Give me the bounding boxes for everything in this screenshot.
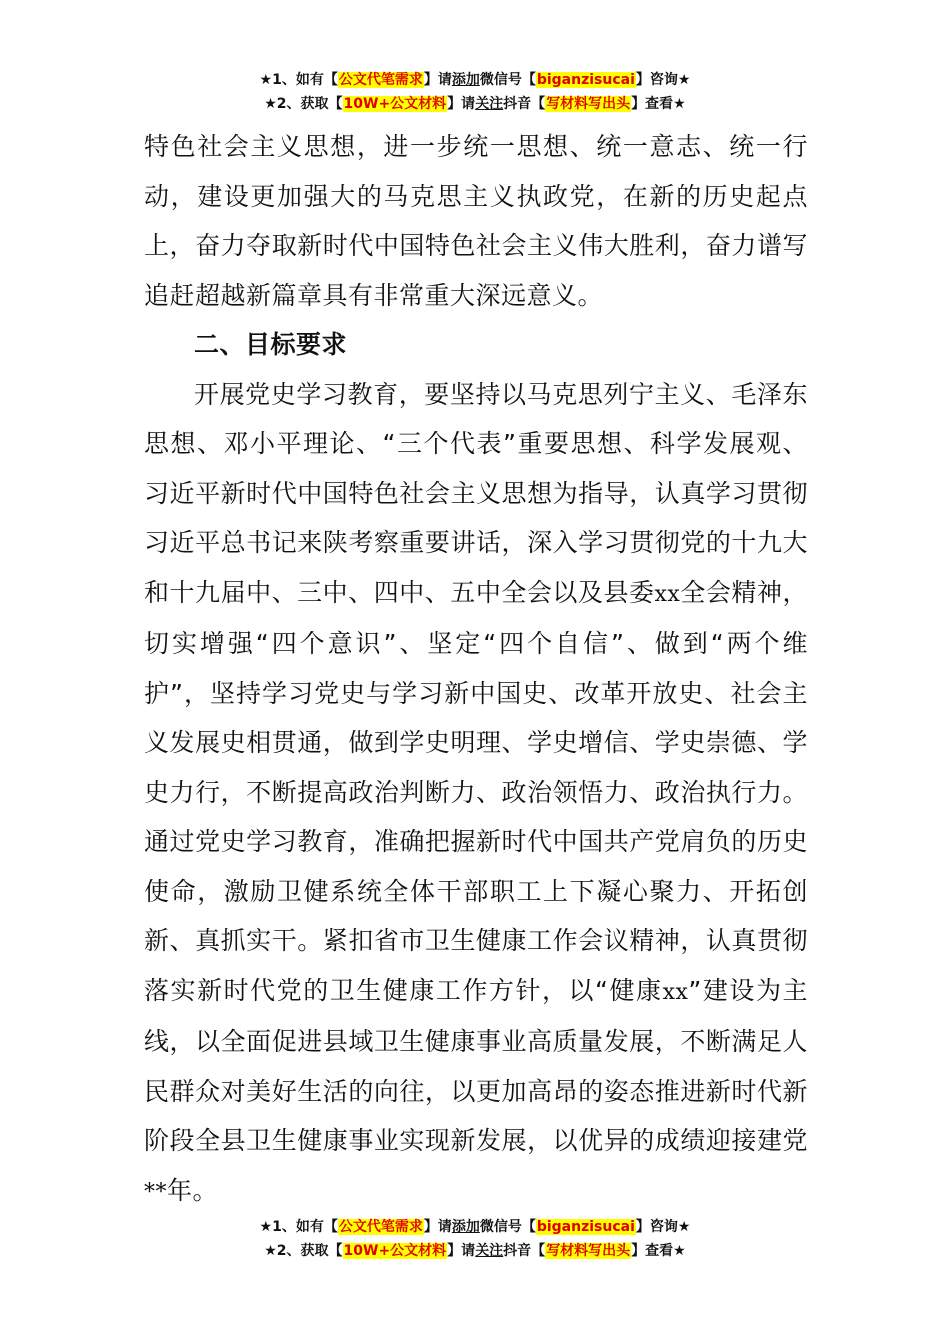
banner-text: 】请 — [423, 1219, 452, 1235]
section-heading: 二、目标要求 — [194, 330, 348, 359]
banner-underlined: 添加 — [451, 72, 480, 88]
placeholder-text: ** — [144, 1179, 167, 1205]
banner-highlight: 写材料写出头 — [546, 96, 631, 112]
banner-text: 微信号【 — [479, 72, 536, 88]
paragraph-text: 开展党史学习教育，要坚持以马克思列宁主义、毛泽东思想、邓小平理论、“三个代表”重要思想、科学发展观、习近平新时代中国特色社会主义思想为指导，认真学习贯彻习近平总书记来陕考察重要讲话，深入学习贯彻党的十九大和十九届中、三中、四中、五中全会以及县委 — [144, 379, 808, 607]
banner-highlight: 公文代笔需求 — [338, 72, 423, 88]
banner-line-1 — [0, 68, 950, 92]
banner-highlight: 公文代笔需求 — [338, 1219, 423, 1235]
banner-text: 】请 — [447, 1243, 476, 1259]
banner-underlined: 关注 — [475, 96, 504, 112]
banner-highlight: 10W+公文材料 — [343, 96, 447, 112]
banner-text: 】查看★ — [631, 1243, 686, 1259]
banner-text: ★1、如有【 — [259, 1219, 338, 1235]
banner-highlight: biganzisucai — [536, 1219, 635, 1235]
banner-text: 】咨询★ — [635, 1219, 691, 1235]
banner-line-2 — [0, 1239, 950, 1263]
banner-line-2 — [0, 92, 950, 116]
header-banner — [0, 68, 950, 116]
banner-text: 微信号【 — [479, 1219, 536, 1235]
placeholder-text: xx — [662, 979, 689, 1005]
banner-highlight: biganzisucai — [536, 72, 635, 88]
banner-text: 】咨询★ — [635, 72, 691, 88]
banner-text: ★2、获取【 — [264, 96, 343, 112]
banner-text: 】请 — [423, 72, 452, 88]
banner-underlined: 关注 — [475, 1243, 504, 1259]
banner-text: 】请 — [447, 96, 476, 112]
paragraph-text: 全会精神，切实增强“四个意识”、坚定“四个自信”、做到“两个维护”，坚持学习党史与学习新中国史、改革开放史、社会主义发展史相贯通，做到学史明理、学史增信、学史崇德、学史力行，不断提高政治判断力、政治领悟力、政治执行力。通过党史学习教育，准确把握新时代中国共产党肩负的历史使命，激励卫健系统全体干部职工上下凝心聚力、开拓创新、真抓实干。紧扣省市卫生健康工作会议精神，认真贯彻落实新时代党的卫生健康工作方针，以“健康 — [144, 577, 808, 1005]
banner-text: 】查看★ — [631, 96, 686, 112]
banner-text: ★2、获取【 — [264, 1243, 343, 1259]
banner-underlined: 添加 — [451, 1219, 480, 1235]
banner-line-1 — [0, 1215, 950, 1239]
document-body — [144, 122, 808, 1217]
footer-banner — [0, 1215, 950, 1263]
paragraph-text: ”建设为主线，以全面促进县域卫生健康事业高质量发展，不断满足人民群众对美好生活的向往，以更加高昂的姿态推进新时代新阶段全县卫生健康事业实现新发展，以优异的成绩迎接建党 — [144, 975, 808, 1155]
banner-highlight: 10W+公文材料 — [343, 1243, 447, 1259]
placeholder-text: xx — [654, 581, 681, 607]
banner-highlight: 写材料写出头 — [546, 1243, 631, 1259]
banner-text: 抖音【 — [503, 1243, 546, 1259]
paragraph-text: 年。 — [167, 1175, 219, 1205]
banner-text: 抖音【 — [503, 96, 546, 112]
banner-text: ★1、如有【 — [259, 72, 338, 88]
paragraph-goals — [144, 370, 808, 1218]
paragraph-continued: 特色社会主义思想，进一步统一思想、统一意志、统一行动，建设更加强大的马克思主义执政党，在新的历史起点上，奋力夺取新时代中国特色社会主义伟大胜利，奋力谱写追赶超越新篇章具有非常重大深远意义。 — [144, 132, 808, 310]
